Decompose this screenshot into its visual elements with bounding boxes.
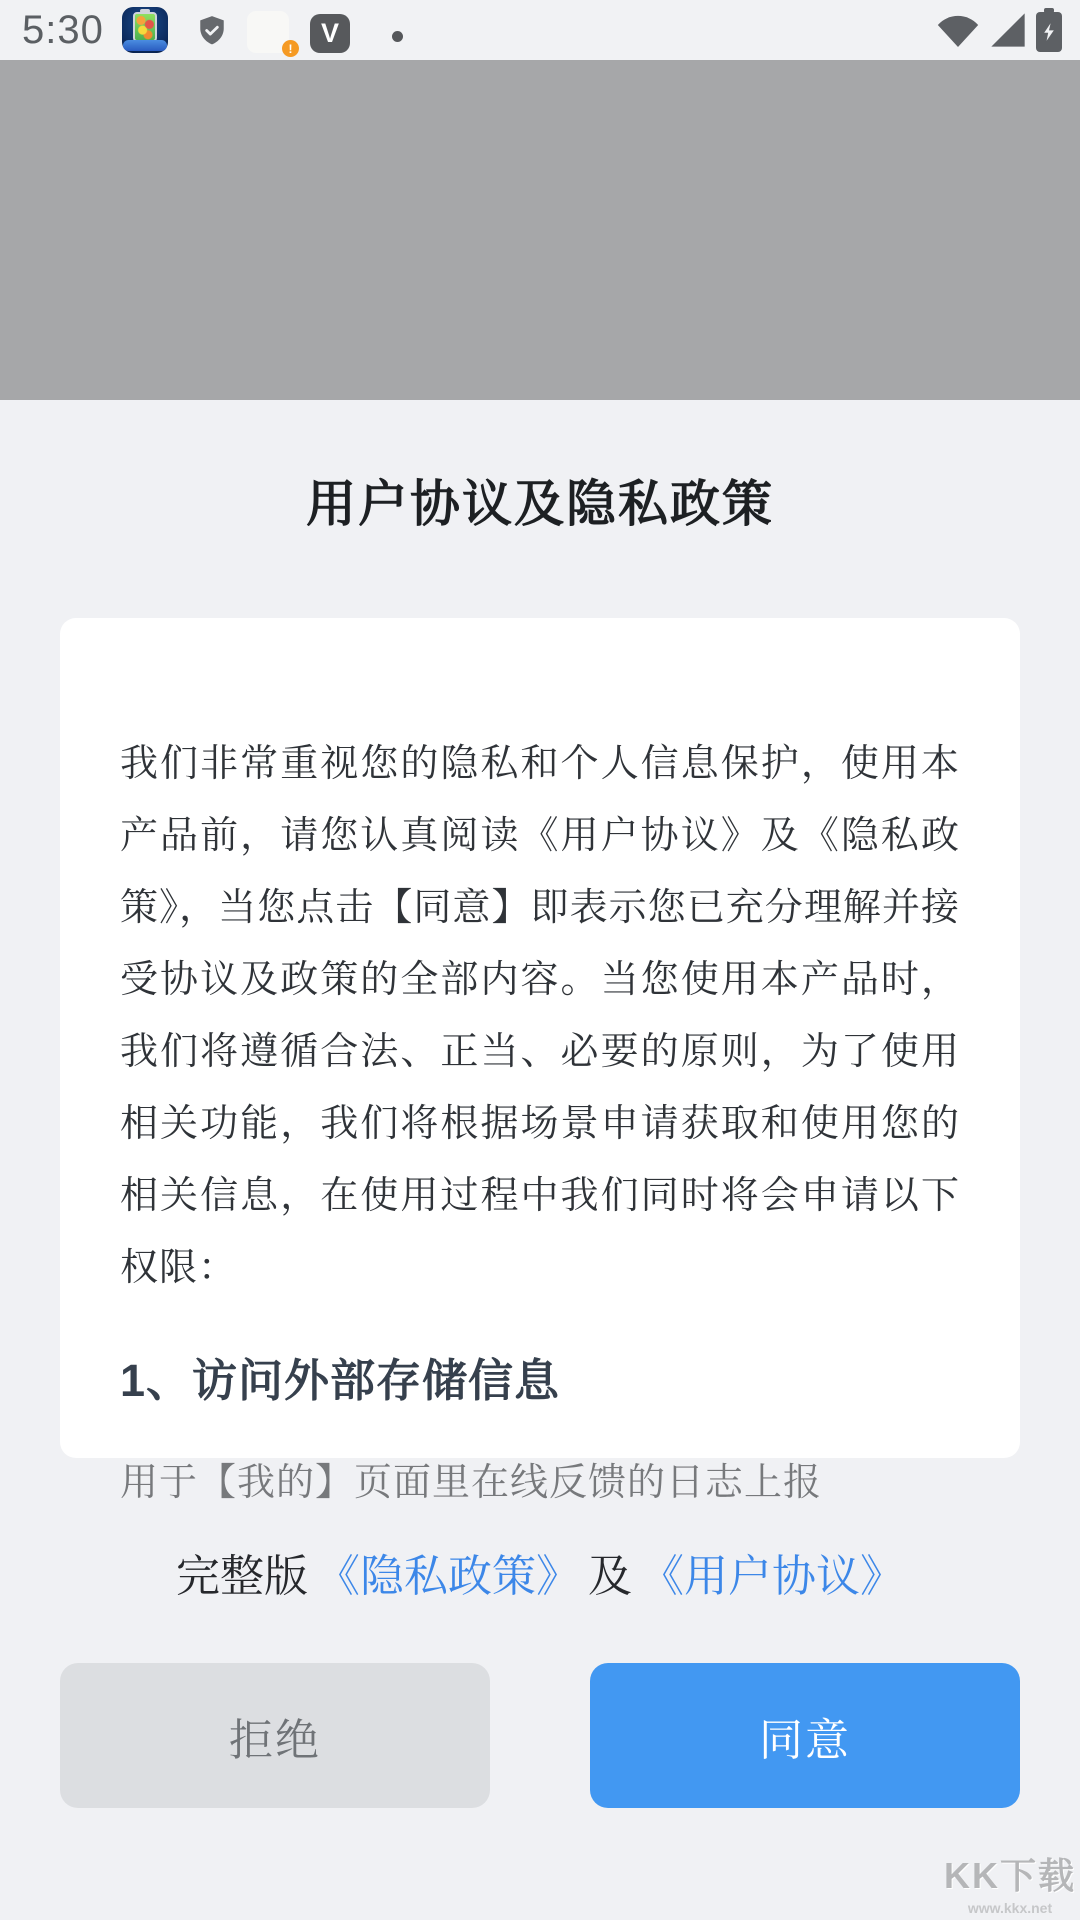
status-bar-right-icons (936, 0, 1062, 60)
reject-button[interactable]: 拒绝 (60, 1663, 490, 1808)
cellular-signal-icon (988, 10, 1028, 50)
clock: 5:30 (22, 8, 104, 52)
agree-button[interactable]: 同意 (590, 1663, 1020, 1808)
modal-scrim (0, 60, 1080, 400)
notification-dot (392, 31, 403, 42)
policy-text-card (60, 618, 1020, 1504)
policy-paragraph: 我们非常重视您的隐私和个人信息保护，使用本产品前，请您认真阅读《用户协议》及《隐私政策》，当您点击【同意】即表示您已充分理解并接受协议及政策的全部内容。当您使用本产品时，我们将遵循合法、正当、必要的原则，为了使用相关功能，我们将根据场景申请获取和使用您的相关信息，在使用过程中我们同时将会申请以下权限： (120, 743, 960, 1289)
permission-description: 用于【我的】页面里在线反馈的日志上报 (120, 1462, 823, 1504)
watermark-brand: KK下载 (944, 1855, 1076, 1896)
v-app-icon (310, 14, 350, 53)
v-app-icon-letter: V (320, 18, 339, 48)
privacy-policy-sheet (0, 400, 1080, 1920)
shield-check-icon (197, 15, 227, 47)
battery-app-icon (122, 7, 168, 53)
status-bar (0, 0, 1080, 60)
alert-badge (282, 40, 299, 57)
dialog-title: 用户协议及隐私政策 (306, 476, 774, 532)
alert-badge-text: ! (288, 41, 293, 56)
full-version-links-row (0, 1540, 1080, 1604)
watermark (944, 1848, 1076, 1916)
battery-ribbon-decoration (123, 40, 167, 51)
privacy-policy-link[interactable]: 《隐私政策》 (316, 1552, 580, 1601)
user-agreement-link[interactable]: 《用户协议》 (640, 1552, 904, 1601)
battery-charging-icon (1036, 7, 1062, 53)
battery-cell-decoration (133, 12, 157, 42)
links-conjunction-label: 及 (588, 1552, 632, 1601)
links-prefix-label: 完整版 (176, 1552, 308, 1601)
wifi-icon (936, 12, 980, 49)
watermark-site: www.kkx.net (967, 1900, 1053, 1916)
permission-heading: 1、访问外部存储信息 (120, 1355, 561, 1406)
